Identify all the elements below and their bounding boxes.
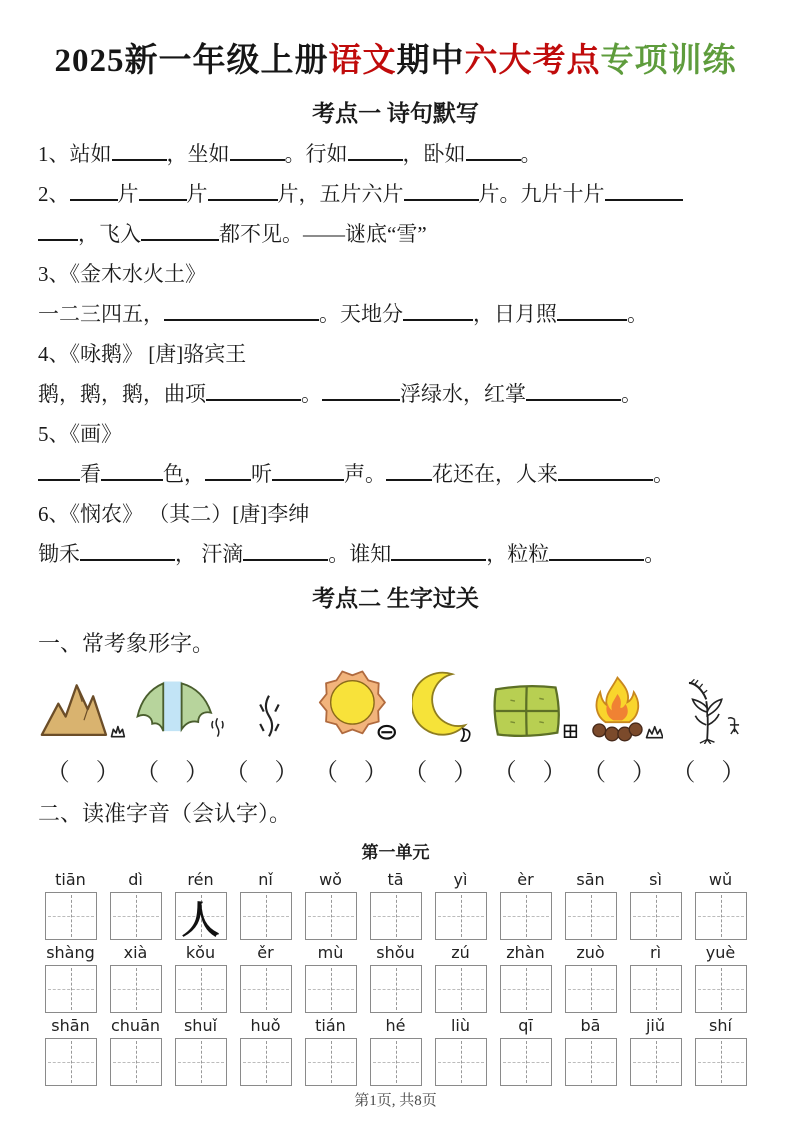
- box-dashed-vline: [526, 895, 527, 937]
- paren-glyph: ）: [453, 760, 478, 786]
- paren-glyph: ）: [274, 760, 299, 786]
- question-text: 花还在，人来: [432, 462, 558, 486]
- section1-heading: 考点一 诗句默写: [312, 101, 479, 126]
- pinyin-syllable: sì: [649, 870, 662, 889]
- writing-box: [695, 965, 747, 1013]
- pinyin-syllable: wǔ: [708, 870, 733, 889]
- answer-blank: [558, 466, 653, 481]
- answer-paren-pair: [127, 752, 216, 787]
- pinyin-syllable: chuān: [110, 1016, 161, 1035]
- pinyin-cell: [168, 867, 233, 940]
- question-line: [38, 214, 753, 254]
- box-dashed-vline: [461, 895, 462, 937]
- writing-box: [305, 892, 357, 940]
- moon-icon: [399, 670, 486, 744]
- box-dashed-vline: [396, 895, 397, 937]
- paren-glyph: （: [135, 760, 160, 786]
- paren-glyph: （: [224, 760, 249, 786]
- pinyin-cell: [428, 1013, 493, 1086]
- writing-box: [110, 965, 162, 1013]
- question-text: ，飞入: [78, 222, 141, 246]
- answer-blank: [272, 466, 344, 481]
- answer-blank: [391, 546, 486, 561]
- answer-paren-pair: [306, 752, 395, 787]
- writing-box: [630, 892, 682, 940]
- answer-paren-pair: [396, 752, 485, 787]
- pinyin-syllable: shàng: [46, 943, 95, 962]
- pinyin-syllable: shí: [709, 1016, 732, 1035]
- box-dashed-vline: [71, 968, 72, 1010]
- answer-blank: [164, 306, 319, 321]
- question-text: 。: [621, 382, 642, 406]
- title-segment: 2025新一年级上册: [54, 43, 329, 79]
- unit-heading: 第一单元: [361, 843, 430, 862]
- question-text: 6、《悯农》 （其二）[唐]李绅: [38, 502, 310, 526]
- box-dashed-vline: [136, 968, 137, 1010]
- pinyin-syllable: dì: [128, 870, 143, 889]
- box-dashed-vline: [331, 1041, 332, 1083]
- box-dashed-vline: [136, 895, 137, 937]
- box-dashed-vline: [331, 968, 332, 1010]
- answer-blank: [101, 466, 163, 481]
- question-text: 片: [186, 182, 208, 206]
- question-text: 。谁知: [328, 542, 392, 566]
- answer-blank: [403, 306, 473, 321]
- question-text: 片。九片十片: [478, 182, 605, 206]
- question-text: 。: [520, 142, 542, 166]
- page-footer: 第1页, 共8页: [354, 1093, 437, 1109]
- answer-paren-pair: [664, 752, 753, 787]
- pictograph-subheading: 一、常考象形字。: [38, 631, 215, 656]
- paren-glyph: ）: [631, 760, 656, 786]
- paren-glyph: ）: [542, 760, 567, 786]
- writing-box: [240, 965, 292, 1013]
- paren-glyph: ）: [363, 760, 388, 786]
- question-text: 锄禾: [38, 542, 80, 566]
- answer-blank: [243, 546, 328, 561]
- paren-glyph: ）: [95, 760, 120, 786]
- box-dashed-vline: [591, 895, 592, 937]
- writing-box: [240, 892, 292, 940]
- question-line: [38, 534, 753, 574]
- question-text: 一二三四五，: [38, 302, 164, 326]
- pinyin-cell: [363, 940, 428, 1013]
- paren-glyph: ）: [721, 760, 746, 786]
- writing-box: [435, 892, 487, 940]
- question-text: 。: [653, 462, 674, 486]
- answer-blank: [206, 386, 301, 401]
- question-text: 都不见。——谜底“雪”: [219, 222, 427, 246]
- pinyin-syllable: zuò: [576, 943, 605, 962]
- box-dashed-vline: [656, 1041, 657, 1083]
- question-text: ，日月照: [473, 302, 557, 326]
- writing-box: [565, 1038, 617, 1086]
- pinyin-cell: [38, 1013, 103, 1086]
- pinyin-syllable: tā: [387, 870, 404, 889]
- answer-blank: [230, 146, 285, 161]
- answer-blank: [38, 466, 80, 481]
- answer-blank: [386, 466, 432, 481]
- pinyin-cell: [298, 867, 363, 940]
- pinyin-cell: [103, 940, 168, 1013]
- paren-glyph: （: [45, 760, 70, 786]
- question-text: 鹅，鹅，鹅，曲项: [38, 382, 206, 406]
- writing-box: [45, 1038, 97, 1086]
- question-text: 片: [117, 182, 139, 206]
- answer-blank: [112, 146, 167, 161]
- pinyin-cell: [298, 940, 363, 1013]
- pinyin-cell: [168, 1013, 233, 1086]
- pinyin-cell: [38, 867, 103, 940]
- box-dashed-vline: [266, 895, 267, 937]
- pinyin-writing-grid: [38, 867, 753, 1086]
- question-text: ， 汗滴: [175, 542, 244, 566]
- writing-box: [175, 1038, 227, 1086]
- box-dashed-vline: [71, 1041, 72, 1083]
- answer-paren-pair: [485, 752, 574, 787]
- answer-blank: [141, 226, 219, 241]
- pinyin-cell: [233, 867, 298, 940]
- question-text: 2、: [38, 182, 70, 206]
- question-text: 。: [301, 382, 322, 406]
- writing-box: [370, 965, 422, 1013]
- question-text: 浮绿水，红掌: [400, 382, 526, 406]
- question-text: 。: [644, 542, 666, 566]
- pinyin-cell: [233, 1013, 298, 1086]
- box-dashed-vline: [591, 968, 592, 1010]
- pinyin-syllable: ěr: [257, 943, 274, 962]
- box-dashed-vline: [461, 1041, 462, 1083]
- question-text: 听: [251, 462, 272, 486]
- pinyin-cell: [363, 867, 428, 940]
- pinyin-cell: [558, 1013, 623, 1086]
- writing-box: [240, 1038, 292, 1086]
- writing-box: [500, 1038, 552, 1086]
- pinyin-syllable: bā: [580, 1016, 601, 1035]
- answer-blank: [466, 146, 521, 161]
- writing-box: [500, 892, 552, 940]
- pinyin-cell: [688, 1013, 753, 1086]
- title-segment: 专项训练: [600, 43, 737, 79]
- pinyin-cell: [38, 940, 103, 1013]
- pinyin-syllable: shǒu: [376, 943, 415, 962]
- writing-box: [695, 892, 747, 940]
- question-line: [38, 254, 753, 294]
- writing-box: [110, 892, 162, 940]
- answer-blank: [139, 186, 187, 201]
- box-dashed-vline: [721, 1041, 722, 1083]
- pinyin-syllable: yì: [453, 870, 468, 889]
- mountain-icon: [38, 678, 130, 744]
- answer-blank: [80, 546, 175, 561]
- pinyin-syllable: hé: [385, 1016, 406, 1035]
- paren-glyph: （: [403, 760, 428, 786]
- question-text: 5、《画》: [38, 422, 122, 446]
- box-dashed-vline: [721, 968, 722, 1010]
- answer-blank: [605, 186, 683, 201]
- question-text: ，卧如: [402, 142, 466, 166]
- writing-box: [435, 965, 487, 1013]
- waterfall-icon: [130, 676, 225, 744]
- paren-glyph: ）: [185, 760, 210, 786]
- pinyin-cell: [493, 1013, 558, 1086]
- writing-box: [45, 892, 97, 940]
- answer-blank: [404, 186, 479, 201]
- writing-box: [110, 1038, 162, 1086]
- question-text: 色，: [163, 462, 205, 486]
- answer-blank: [208, 186, 278, 201]
- box-dashed-vline: [656, 895, 657, 937]
- pinyin-syllable: rì: [649, 943, 662, 962]
- answer-paren-pair: [217, 752, 306, 787]
- pinyin-syllable: rén: [187, 870, 214, 889]
- writing-box: [370, 1038, 422, 1086]
- answer-paren-pair: [574, 752, 663, 787]
- pinyin-syllable: shuǐ: [183, 1016, 218, 1035]
- answer-paren-pair: [38, 752, 127, 787]
- question-line: [38, 334, 753, 374]
- paren-glyph: （: [313, 760, 338, 786]
- writing-box: [500, 965, 552, 1013]
- fire-icon: [579, 674, 666, 744]
- box-dashed-vline: [526, 968, 527, 1010]
- pictograph-pictures-row: [38, 662, 753, 744]
- answer-blank: [526, 386, 621, 401]
- question-text: 。: [627, 302, 648, 326]
- written-character: 人: [181, 899, 220, 942]
- box-dashed-vline: [136, 1041, 137, 1083]
- pinyin-cell: [298, 1013, 363, 1086]
- answer-blank: [549, 546, 644, 561]
- answer-blank: [322, 386, 400, 401]
- box-dashed-vline: [461, 968, 462, 1010]
- pinyin-syllable: xià: [123, 943, 148, 962]
- writing-box: [435, 1038, 487, 1086]
- pinyin-subheading: 二、读准字音（会认字）。: [38, 801, 292, 826]
- question-text: 声。: [344, 462, 386, 486]
- question-text: 。行如: [284, 142, 348, 166]
- box-dashed-vline: [396, 1041, 397, 1083]
- box-dashed-vline: [656, 968, 657, 1010]
- pinyin-cell: [428, 867, 493, 940]
- answer-blank: [205, 466, 251, 481]
- box-dashed-vline: [591, 1041, 592, 1083]
- box-dashed-vline: [721, 895, 722, 937]
- pinyin-syllable: tiān: [55, 870, 86, 889]
- writing-box: [175, 892, 227, 940]
- pinyin-cell: [233, 940, 298, 1013]
- question-line: [38, 454, 753, 494]
- pinyin-cell: [363, 1013, 428, 1086]
- answer-blank: [348, 146, 403, 161]
- pinyin-cell: [623, 1013, 688, 1086]
- pinyin-cell: [428, 940, 493, 1013]
- question-line: [38, 174, 753, 214]
- box-dashed-vline: [201, 1041, 202, 1083]
- title-segment: 期中: [396, 43, 465, 79]
- title-segment: 语文: [328, 43, 397, 79]
- pinyin-cell: [493, 867, 558, 940]
- pinyin-cell: [688, 867, 753, 940]
- writing-box: [630, 1038, 682, 1086]
- pinyin-cell: [103, 867, 168, 940]
- pinyin-cell: [558, 940, 623, 1013]
- paren-glyph: （: [492, 760, 517, 786]
- box-dashed-vline: [526, 1041, 527, 1083]
- question-text: ，粒粒: [486, 542, 550, 566]
- question-text: 3、《金木水火土》: [38, 262, 206, 286]
- grain-icon: [666, 672, 753, 744]
- pinyin-syllable: huǒ: [250, 1016, 281, 1035]
- answer-blank: [557, 306, 627, 321]
- paren-glyph: （: [671, 760, 696, 786]
- question-text: 1、站如: [38, 142, 112, 166]
- pinyin-cell: [493, 940, 558, 1013]
- writing-box: [565, 892, 617, 940]
- writing-box: [630, 965, 682, 1013]
- pinyin-syllable: shān: [51, 1016, 90, 1035]
- pinyin-syllable: sān: [576, 870, 605, 889]
- answer-blank: [70, 186, 118, 201]
- pinyin-syllable: wǒ: [319, 870, 342, 889]
- box-dashed-vline: [71, 895, 72, 937]
- pinyin-cell: [558, 867, 623, 940]
- pinyin-syllable: mù: [317, 943, 344, 962]
- pinyin-syllable: kǒu: [185, 943, 216, 962]
- box-dashed-vline: [266, 1041, 267, 1083]
- pinyin-syllable: yuè: [705, 943, 736, 962]
- pinyin-syllable: zhàn: [506, 943, 545, 962]
- pinyin-syllable: nǐ: [258, 870, 273, 889]
- water-icon: [225, 688, 312, 744]
- writing-box: [45, 965, 97, 1013]
- writing-box: [175, 965, 227, 1013]
- answer-parentheses-row: [38, 752, 753, 787]
- pinyin-cell: [623, 940, 688, 1013]
- pinyin-syllable: zú: [451, 943, 470, 962]
- section2-heading: 考点二 生字过关: [312, 586, 479, 611]
- pinyin-syllable: èr: [517, 870, 534, 889]
- pinyin-syllable: liù: [450, 1016, 471, 1035]
- box-dashed-vline: [266, 968, 267, 1010]
- question-line: [38, 414, 753, 454]
- poem-questions: [38, 134, 753, 574]
- pinyin-syllable: qī: [518, 1016, 533, 1035]
- title-segment: 六大考点: [464, 43, 601, 79]
- question-text: 看: [80, 462, 101, 486]
- pinyin-cell: [688, 940, 753, 1013]
- question-text: 4、《咏鹅》 [唐]骆宾王: [38, 342, 247, 366]
- question-text: ，坐如: [166, 142, 230, 166]
- writing-box: [695, 1038, 747, 1086]
- writing-box: [370, 892, 422, 940]
- box-dashed-vline: [331, 895, 332, 937]
- writing-box: [305, 965, 357, 1013]
- pinyin-cell: [623, 867, 688, 940]
- writing-box: [565, 965, 617, 1013]
- sun-icon: [312, 668, 399, 744]
- pinyin-syllable: tián: [315, 1016, 346, 1035]
- pinyin-syllable: jiǔ: [645, 1016, 666, 1035]
- pinyin-cell: [103, 1013, 168, 1086]
- field-icon: [487, 678, 579, 744]
- pinyin-cell: [168, 940, 233, 1013]
- question-line: [38, 494, 753, 534]
- box-dashed-vline: [201, 968, 202, 1010]
- paren-glyph: （: [581, 760, 606, 786]
- question-line: [38, 374, 753, 414]
- question-line: [38, 134, 753, 174]
- answer-blank: [38, 226, 78, 241]
- page-title: [38, 34, 753, 81]
- question-line: [38, 294, 753, 334]
- box-dashed-vline: [396, 968, 397, 1010]
- question-text: 。天地分: [319, 302, 403, 326]
- writing-box: [305, 1038, 357, 1086]
- question-text: 片，五片六片: [277, 182, 404, 206]
